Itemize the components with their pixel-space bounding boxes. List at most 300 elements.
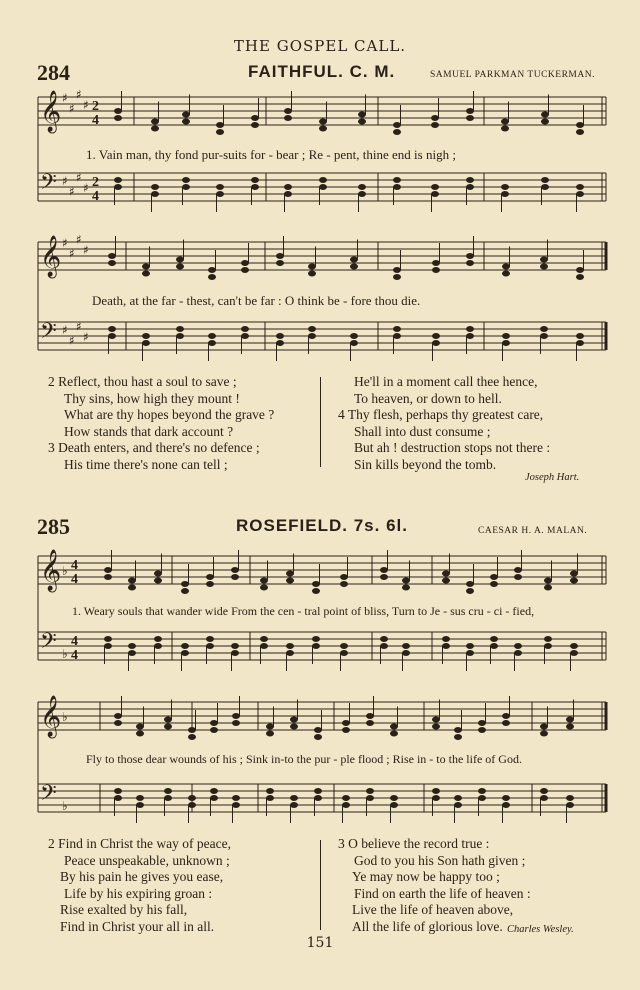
verse-line: 4 Thy flesh, perhaps thy greatest care,: [338, 407, 544, 423]
note-head: [276, 260, 284, 266]
note-head: [432, 333, 440, 339]
note-head: [576, 274, 584, 280]
note-head: [342, 720, 350, 726]
note-head: [206, 574, 214, 580]
note-head: [442, 571, 450, 577]
verse-line: He'll in a moment call thee hence,: [354, 374, 538, 389]
bass-clef-icon: 𝄢: [40, 629, 57, 659]
note-head: [188, 727, 196, 733]
note-head: [393, 129, 401, 135]
note-head: [108, 260, 116, 266]
note-head: [114, 788, 122, 794]
sharp-icon: ♯: [83, 243, 89, 257]
note-head: [576, 340, 584, 346]
note-head: [350, 340, 358, 346]
note-head: [154, 578, 162, 584]
note-head: [308, 271, 316, 277]
note-head: [114, 795, 122, 801]
sharp-icon: ♯: [62, 323, 68, 337]
note-head: [358, 184, 366, 190]
time-signature: 4: [71, 558, 78, 573]
note-head: [142, 340, 150, 346]
note-head: [501, 184, 509, 190]
note-head: [432, 340, 440, 346]
note-head: [566, 724, 574, 730]
note-head: [241, 267, 249, 273]
page-number: 151: [306, 935, 334, 951]
note-head: [232, 802, 240, 808]
note-head: [286, 643, 294, 649]
sharp-icon: ♯: [76, 87, 82, 102]
note-head: [251, 184, 259, 190]
note-head: [286, 578, 294, 584]
note-head: [164, 717, 172, 723]
note-head: [188, 802, 196, 808]
note-head: [502, 795, 510, 801]
note-head: [466, 177, 474, 183]
note-head: [380, 567, 388, 573]
verse-line: 3 Death enters, and there's no defence ;: [48, 440, 260, 456]
note-head: [540, 264, 548, 270]
note-head: [431, 115, 439, 121]
note-head: [466, 643, 474, 649]
verse-line: By his pain he gives you ease,: [60, 869, 224, 885]
verse-line: Ye may now be happy too ;: [352, 869, 500, 885]
treble-clef-icon: 𝄞: [40, 696, 62, 737]
note-head: [312, 636, 320, 642]
note-head: [466, 333, 474, 339]
time-signature: 2: [92, 175, 99, 190]
note-head: [393, 177, 401, 183]
note-head: [181, 650, 189, 656]
note-head: [576, 267, 584, 273]
verse-line: His time there's none can tell ;: [64, 456, 228, 472]
note-head: [541, 112, 549, 118]
note-head: [206, 581, 214, 587]
note-head: [216, 184, 224, 190]
note-head: [544, 636, 552, 642]
note-head: [366, 795, 374, 801]
note-head: [466, 184, 474, 190]
note-head: [442, 636, 450, 642]
flat-icon: ♭: [62, 647, 68, 661]
note-head: [319, 126, 327, 132]
note-head: [490, 581, 498, 587]
note-head: [114, 115, 122, 121]
note-head: [284, 184, 292, 190]
note-head: [290, 724, 298, 730]
verse-line: Sin kills beyond the tomb.: [354, 456, 497, 472]
note-head: [432, 788, 440, 794]
column-divider: [320, 377, 321, 467]
sharp-icon: ♯: [69, 246, 75, 261]
verse-line: Thy sins, how high they mount !: [64, 390, 240, 406]
note-head: [266, 724, 274, 730]
note-head: [308, 326, 316, 332]
note-head: [466, 108, 474, 114]
note-head: [466, 581, 474, 587]
note-head: [478, 788, 486, 794]
column-divider: [320, 840, 321, 930]
note-head: [576, 191, 584, 197]
note-head: [340, 574, 348, 580]
verse-line: Rise exalted by his fall,: [60, 902, 188, 918]
note-head: [544, 585, 552, 591]
note-head: [216, 191, 224, 197]
note-head: [570, 643, 578, 649]
sharp-icon: ♯: [69, 101, 75, 116]
note-head: [251, 122, 259, 128]
note-head: [319, 177, 327, 183]
sharp-icon: ♯: [62, 236, 68, 250]
note-head: [114, 184, 122, 190]
time-signature: 4: [71, 634, 78, 649]
sharp-icon: ♯: [76, 232, 82, 247]
note-head: [290, 717, 298, 723]
note-head: [208, 340, 216, 346]
note-head: [358, 191, 366, 197]
treble-clef-icon: 𝄞: [40, 91, 62, 132]
note-head: [570, 650, 578, 656]
note-head: [502, 720, 510, 726]
sharp-icon: ♯: [83, 181, 89, 195]
verse-line: Find in Christ your all in all.: [60, 918, 215, 934]
note-head: [216, 122, 224, 128]
note-head: [358, 119, 366, 125]
note-head: [340, 650, 348, 656]
note-head: [466, 326, 474, 332]
note-head: [314, 788, 322, 794]
note-head: [104, 636, 112, 642]
note-head: [164, 724, 172, 730]
note-head: [164, 788, 172, 794]
lyric-line: 1. Vain man, thy fond pur-suits for - bear ; Re - pent, thine end is nigh ;: [86, 147, 456, 162]
note-head: [544, 578, 552, 584]
note-head: [340, 643, 348, 649]
note-head: [128, 650, 136, 656]
note-head: [231, 643, 239, 649]
note-head: [266, 795, 274, 801]
note-head: [442, 643, 450, 649]
note-head: [308, 264, 316, 270]
note-head: [390, 731, 398, 737]
note-head: [182, 177, 190, 183]
verse-line: 2 Reflect, thou hast a soul to save ;: [48, 374, 237, 389]
note-head: [286, 650, 294, 656]
sharp-icon: ♯: [69, 184, 75, 199]
note-head: [340, 581, 348, 587]
note-head: [128, 643, 136, 649]
note-head: [514, 650, 522, 656]
note-head: [251, 177, 259, 183]
note-head: [241, 333, 249, 339]
note-head: [266, 731, 274, 737]
note-head: [176, 264, 184, 270]
note-head: [114, 713, 122, 719]
note-head: [466, 115, 474, 121]
note-head: [208, 267, 216, 273]
note-head: [182, 112, 190, 118]
note-head: [393, 122, 401, 128]
note-head: [208, 333, 216, 339]
note-head: [232, 713, 240, 719]
verses-left: [48, 836, 231, 936]
verse-line: Live the life of heaven above,: [352, 902, 514, 918]
note-head: [566, 802, 574, 808]
note-head: [393, 333, 401, 339]
verse-line: All the life of glorious love.: [352, 918, 503, 934]
sharp-icon: ♯: [76, 319, 82, 334]
note-head: [540, 788, 548, 794]
note-head: [466, 650, 474, 656]
note-head: [312, 643, 320, 649]
note-head: [478, 720, 486, 726]
note-head: [478, 727, 486, 733]
lyric-line: Fly to those dear wounds of his ; Sink in-to the pur - ple flood ; Rise in - to the life of God.: [86, 752, 522, 766]
note-head: [276, 340, 284, 346]
time-signature: 4: [92, 113, 99, 128]
note-head: [154, 571, 162, 577]
sharp-icon: ♯: [83, 330, 89, 344]
note-head: [570, 571, 578, 577]
composer: CAESAR H. A. MALAN.: [478, 526, 588, 536]
note-head: [566, 717, 574, 723]
note-head: [576, 333, 584, 339]
note-head: [541, 184, 549, 190]
note-head: [540, 333, 548, 339]
time-signature: 4: [92, 189, 99, 204]
note-head: [402, 585, 410, 591]
note-head: [350, 333, 358, 339]
lyric-line: Death, at the far - thest, can't be far : O think be - fore thou die.: [92, 293, 421, 308]
note-head: [432, 795, 440, 801]
note-head: [393, 326, 401, 332]
verses-right: [338, 836, 531, 936]
note-head: [342, 795, 350, 801]
note-head: [502, 802, 510, 808]
note-head: [284, 108, 292, 114]
composer: SAMUEL PARKMAN TUCKERMAN.: [430, 70, 595, 80]
bass-clef-icon: 𝄢: [40, 781, 57, 811]
note-head: [151, 126, 159, 132]
note-head: [208, 274, 216, 280]
note-head: [490, 574, 498, 580]
note-head: [390, 795, 398, 801]
verse-line: Life by his expiring groan :: [64, 885, 213, 901]
note-head: [319, 119, 327, 125]
treble-clef-icon: 𝄞: [40, 236, 62, 277]
flat-icon: ♭: [62, 799, 68, 813]
note-head: [514, 643, 522, 649]
sharp-icon: ♯: [76, 170, 82, 185]
note-head: [366, 788, 374, 794]
note-head: [350, 264, 358, 270]
note-head: [541, 177, 549, 183]
note-head: [136, 795, 144, 801]
note-head: [182, 184, 190, 190]
note-head: [540, 731, 548, 737]
note-head: [576, 129, 584, 135]
note-head: [466, 253, 474, 259]
bass-clef-icon: 𝄢: [40, 319, 57, 349]
treble-clef-icon: 𝄞: [40, 550, 62, 591]
verses-left: [48, 374, 274, 474]
note-head: [216, 129, 224, 135]
note-head: [432, 724, 440, 730]
verse-line: 3 O believe the record true :: [338, 836, 490, 851]
note-head: [431, 122, 439, 128]
note-head: [442, 578, 450, 584]
note-head: [319, 184, 327, 190]
verse-line: Shall into dust consume ;: [354, 423, 491, 439]
note-head: [260, 585, 268, 591]
note-head: [241, 326, 249, 332]
hymn-number: 285: [37, 514, 70, 539]
note-head: [466, 260, 474, 266]
note-head: [266, 788, 274, 794]
note-head: [142, 333, 150, 339]
time-signature: 4: [71, 572, 78, 587]
note-head: [104, 643, 112, 649]
note-head: [108, 253, 116, 259]
note-head: [544, 643, 552, 649]
note-head: [114, 108, 122, 114]
note-head: [314, 795, 322, 801]
note-head: [432, 267, 440, 273]
note-head: [210, 720, 218, 726]
note-head: [232, 795, 240, 801]
note-head: [541, 119, 549, 125]
note-head: [154, 636, 162, 642]
flat-icon: ♭: [62, 710, 68, 724]
note-head: [182, 119, 190, 125]
note-head: [402, 650, 410, 656]
note-head: [432, 260, 440, 266]
note-head: [104, 567, 112, 573]
note-head: [501, 191, 509, 197]
note-head: [181, 581, 189, 587]
verse-line: What are thy hopes beyond the grave ?: [64, 407, 275, 423]
verses-right: [338, 374, 550, 474]
note-head: [540, 724, 548, 730]
note-head: [393, 274, 401, 280]
note-head: [314, 727, 322, 733]
note-head: [136, 731, 144, 737]
note-head: [342, 802, 350, 808]
note-head: [181, 643, 189, 649]
note-head: [154, 643, 162, 649]
note-head: [431, 191, 439, 197]
note-head: [393, 184, 401, 190]
note-head: [514, 567, 522, 573]
note-head: [490, 636, 498, 642]
note-head: [231, 574, 239, 580]
verse-line: To heaven, or down to hell.: [354, 390, 502, 406]
note-head: [286, 571, 294, 577]
author: Joseph Hart.: [525, 472, 580, 483]
time-signature: 4: [71, 648, 78, 663]
note-head: [276, 253, 284, 259]
note-head: [402, 578, 410, 584]
note-head: [290, 802, 298, 808]
author: Charles Wesley.: [507, 924, 574, 935]
verse-line: How stands that dark account ?: [64, 423, 234, 439]
note-head: [308, 333, 316, 339]
note-head: [151, 184, 159, 190]
note-head: [390, 802, 398, 808]
note-head: [366, 713, 374, 719]
note-head: [136, 724, 144, 730]
note-head: [454, 727, 462, 733]
note-head: [466, 588, 474, 594]
note-head: [128, 585, 136, 591]
note-head: [241, 260, 249, 266]
note-head: [114, 720, 122, 726]
note-head: [576, 184, 584, 190]
note-head: [342, 727, 350, 733]
note-head: [128, 578, 136, 584]
note-head: [454, 734, 462, 740]
note-head: [251, 115, 259, 121]
note-head: [390, 724, 398, 730]
note-head: [393, 267, 401, 273]
bass-clef-icon: 𝄢: [40, 170, 57, 200]
note-head: [136, 802, 144, 808]
note-head: [358, 112, 366, 118]
note-head: [188, 734, 196, 740]
note-head: [490, 643, 498, 649]
note-head: [454, 795, 462, 801]
note-head: [312, 588, 320, 594]
sharp-icon: ♯: [62, 91, 68, 105]
note-head: [502, 713, 510, 719]
note-head: [260, 636, 268, 642]
note-head: [570, 578, 578, 584]
note-head: [501, 119, 509, 125]
note-head: [284, 191, 292, 197]
lyric-line: 1. Weary souls that wander wide From the cen - tral point of bliss, Turn to Je - sus cru - ci - fied,: [72, 604, 535, 618]
verse-line: Find on earth the life of heaven :: [354, 885, 531, 901]
hymn-number: 284: [37, 60, 70, 85]
note-head: [108, 326, 116, 332]
note-head: [260, 578, 268, 584]
note-head: [176, 257, 184, 263]
note-head: [104, 574, 112, 580]
note-head: [210, 727, 218, 733]
verse-line: But ah ! destruction stops not there :: [354, 440, 551, 456]
note-head: [350, 257, 358, 263]
note-head: [231, 650, 239, 656]
note-head: [540, 326, 548, 332]
note-head: [290, 795, 298, 801]
note-head: [402, 643, 410, 649]
note-head: [210, 788, 218, 794]
time-signature: 2: [92, 99, 99, 114]
note-head: [502, 333, 510, 339]
note-head: [142, 264, 150, 270]
note-head: [312, 581, 320, 587]
note-head: [181, 588, 189, 594]
running-head: THE GOSPEL CALL.: [233, 37, 407, 55]
note-head: [142, 271, 150, 277]
note-head: [502, 340, 510, 346]
note-head: [502, 271, 510, 277]
sharp-icon: ♯: [62, 174, 68, 188]
sharp-icon: ♯: [83, 98, 89, 112]
flat-icon: ♭: [62, 564, 68, 578]
note-head: [284, 115, 292, 121]
note-head: [188, 795, 196, 801]
